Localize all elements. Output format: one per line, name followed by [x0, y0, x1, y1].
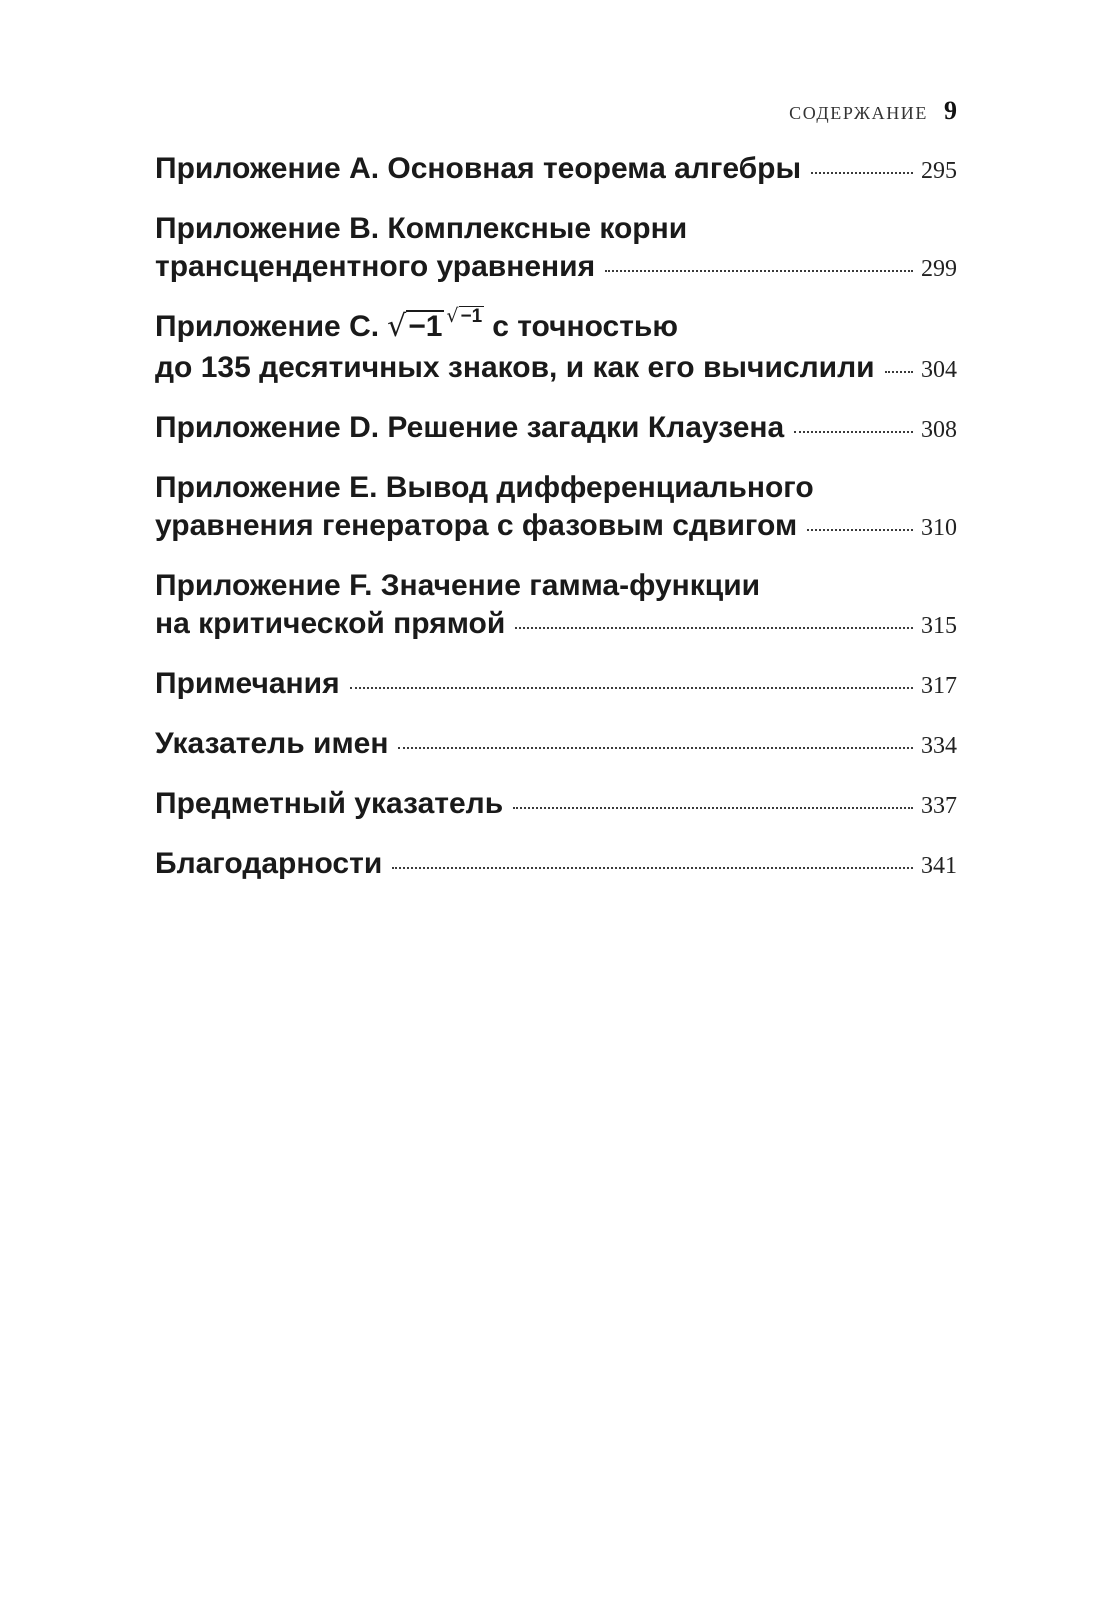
toc-entry-page: 341	[921, 853, 957, 879]
toc-entry-line	[155, 349, 957, 389]
toc-entry-title: Приложение D. Решение загадки Клаузена	[155, 411, 785, 444]
toc-entry-subject-index[interactable]	[155, 785, 957, 825]
toc-entry-name-index[interactable]	[155, 725, 957, 765]
table-of-contents	[155, 150, 957, 905]
dot-leader	[350, 683, 913, 689]
toc-entry-title-continued: трансцендентного уравнения	[155, 250, 596, 283]
toc-entry-page: 315	[921, 613, 957, 639]
dot-leader	[605, 266, 913, 272]
dot-leader	[794, 427, 913, 433]
toc-entry-notes[interactable]	[155, 665, 957, 705]
toc-entry-line	[155, 248, 957, 288]
toc-entry-appendix-c[interactable]	[155, 305, 957, 389]
math-radicand: −1	[408, 310, 443, 343]
toc-entry-page: 299	[921, 256, 957, 282]
dot-leader	[811, 168, 913, 174]
toc-entry-line	[155, 567, 957, 605]
math-exponent-radicand: −1	[460, 306, 483, 327]
toc-entry-line	[155, 409, 957, 449]
toc-entry-title: Приложение F. Значение гамма-функции	[155, 569, 761, 602]
toc-entry-title-continued: уравнения генератора с фазовым сдвигом	[155, 509, 798, 542]
toc-entry-title: Приложение B. Комплексные корни	[155, 212, 688, 245]
toc-entry-title: Указатель имен	[155, 727, 389, 760]
toc-entry-line	[155, 150, 957, 190]
dot-leader	[885, 367, 913, 373]
toc-entry-line	[155, 845, 957, 885]
toc-entry-title: Приложение A. Основная теорема алгебры	[155, 152, 802, 185]
sqrt-sign: √	[446, 305, 459, 327]
dot-leader	[807, 525, 913, 531]
toc-entry-title: Благодарности	[155, 847, 383, 880]
sqrt-sign: √	[387, 309, 407, 344]
toc-entry-title: Предметный указатель	[155, 787, 504, 820]
toc-entry-appendix-e[interactable]	[155, 469, 957, 547]
toc-entry-page: 295	[921, 158, 957, 184]
toc-entry-page: 308	[921, 417, 957, 443]
dot-leader	[515, 623, 913, 629]
toc-entry-title: Приложение C.	[155, 310, 380, 343]
toc-entry-line	[155, 605, 957, 645]
toc-entry-title-continued: на критической прямой	[155, 607, 506, 640]
page-number: 9	[944, 96, 957, 125]
toc-entry-line	[155, 507, 957, 547]
toc-entry-appendix-f[interactable]	[155, 567, 957, 645]
toc-entry-title: Приложение E. Вывод дифференциального	[155, 471, 814, 504]
toc-entry-line	[155, 665, 957, 705]
toc-entry-page: 317	[921, 673, 957, 699]
toc-entry-line	[155, 210, 957, 248]
toc-entry-page: 304	[921, 357, 957, 383]
toc-entry-line	[155, 305, 957, 349]
toc-entry-line	[155, 785, 957, 825]
dot-leader	[392, 863, 913, 869]
math-exponent	[446, 297, 484, 335]
toc-entry-page: 337	[921, 793, 957, 819]
toc-entry-appendix-a[interactable]	[155, 150, 957, 190]
toc-entry-title-part: с точностью	[492, 310, 678, 343]
toc-entry-page: 310	[921, 515, 957, 541]
toc-entry-title: Примечания	[155, 667, 340, 700]
dot-leader	[398, 743, 913, 749]
toc-entry-appendix-b[interactable]	[155, 210, 957, 288]
dot-leader	[513, 803, 913, 809]
running-head-section: СОДЕРЖАНИЕ	[789, 103, 928, 123]
toc-entry-page: 334	[921, 733, 957, 759]
running-head	[789, 96, 957, 126]
toc-entry-line	[155, 469, 957, 507]
toc-entry-appendix-d[interactable]	[155, 409, 957, 449]
math-expression	[387, 305, 484, 349]
toc-entry-line	[155, 725, 957, 765]
toc-entry-acknowledgements[interactable]	[155, 845, 957, 885]
toc-entry-title-continued: до 135 десятичных знаков, и как его вычислили	[155, 351, 875, 384]
